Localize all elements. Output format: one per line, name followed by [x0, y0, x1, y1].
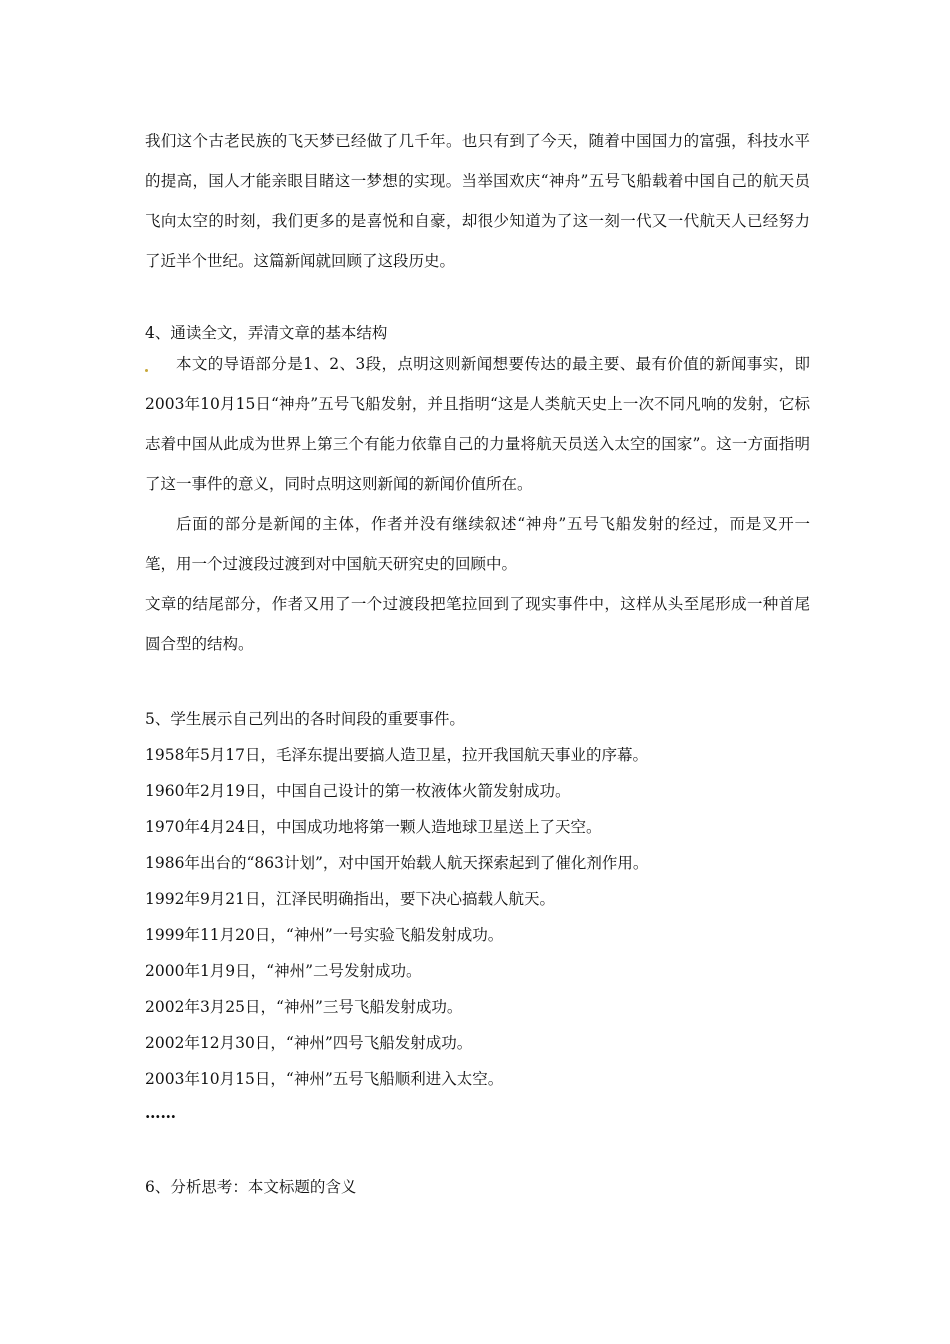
list-item: 2003年10月15日，“神州”五号飞船顺利进入太空。 — [145, 1070, 504, 1088]
list-item: 1992年9月21日，江泽民明确指出，要下决心搞载人航天。 — [145, 890, 556, 908]
list-item: 1958年5月17日，毛泽东提出要搞人造卫星，拉开我国航天事业的序幕。 — [145, 746, 649, 764]
list-item: 2002年12月30日，“神州”四号飞船发射成功。 — [145, 1034, 473, 1052]
list-item: 2002年3月25日，“神州”三号飞船发射成功。 — [145, 998, 463, 1016]
list-ellipsis: …… — [145, 1103, 176, 1122]
section-4-paragraph-3: 文章的结尾部分，作者又用了一个过渡段把笔拉回到了现实事件中，这样从头至尾形成一种首尾圆合型的结构。 — [145, 595, 810, 653]
list-item: 2000年1月9日，“神州”二号发射成功。 — [145, 962, 422, 980]
section-4-paragraph-2: 后面的部分是新闻的主体，作者并没有继续叙述“神舟”五号飞船发射的经过，而是叉开一笔，用一个过渡段过渡到对中国航天研究史的回顾中。 — [145, 515, 810, 573]
section-5-heading: 5、学生展示自己列出的各时间段的重要事件。 — [145, 710, 465, 728]
list-item: 1970年4月24日，中国成功地将第一颗人造地球卫星送上了天空。 — [145, 818, 602, 836]
section-4-heading: 4、通读全文，弄清文章的基本结构 — [145, 324, 388, 342]
section-4-paragraph-1: 本文的导语部分是1、2、3段，点明这则新闻想要传达的最主要、最有价值的新闻事实，即2003年10月15日“神舟”五号飞船发射，并且指明“这是人类航天史上一次不同凡响的发射，它标志着中国从此成为世界上第三个有能力依靠自己的力量将航天员送入太空的国家”。这一方面指明了这一事件的意义，同时点明这则新闻的新闻价值所在。 — [145, 355, 810, 493]
section-6-heading: 6、分析思考：本文标题的含义 — [145, 1178, 357, 1196]
list-item: 1960年2月19日，中国自己设计的第一枚液体火箭发射成功。 — [145, 782, 571, 800]
list-item: 1986年出台的“863计划”，对中国开始载人航天探索起到了催化剂作用。 — [145, 854, 649, 872]
list-item: 1999年11月20日，“神州”一号实验飞船发射成功。 — [145, 926, 504, 944]
intro-paragraph: 我们这个古老民族的飞天梦已经做了几千年。也只有到了今天，随着中国国力的富强，科技水平的提高，国人才能亲眼目睹这一梦想的实现。当举国欢庆“神舟”五号飞船载着中国自己的航天员飞向太空的时刻，我们更多的是喜悦和自豪，却很少知道为了这一刻一代又一代航天人已经努力了近半个世纪。这篇新闻就回顾了这段历史。 — [145, 132, 810, 270]
